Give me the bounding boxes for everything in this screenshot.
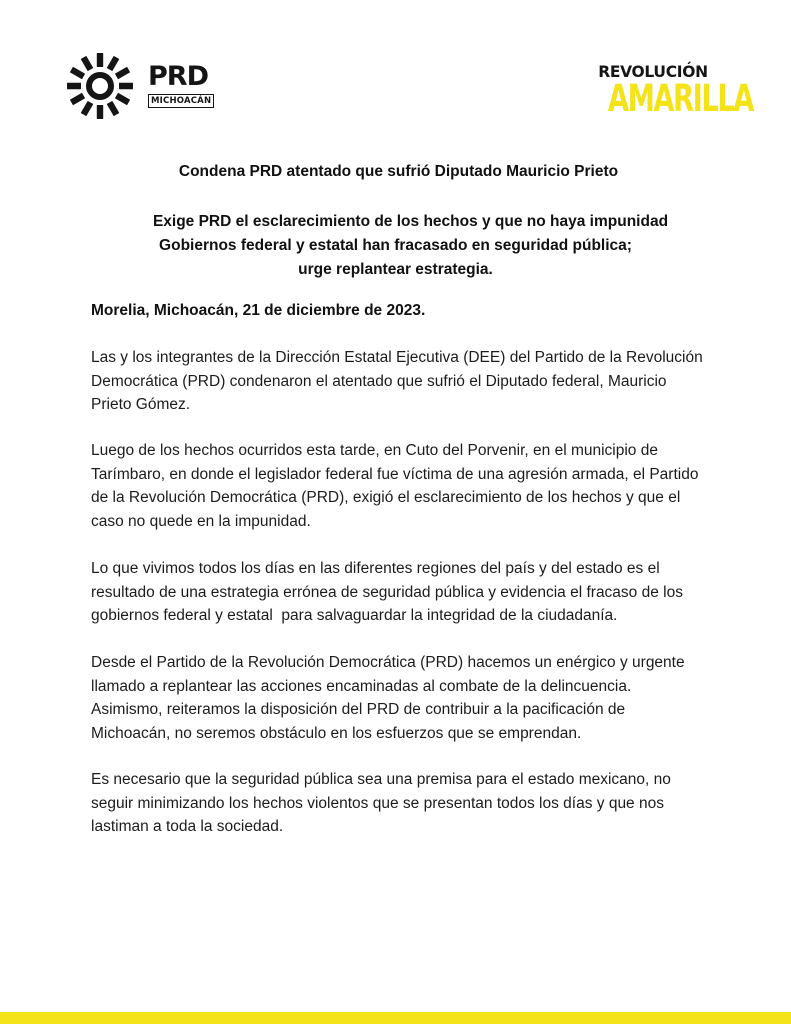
paragraph-line: Prieto Gómez. [91, 396, 191, 413]
prd-michoacan-logo [56, 52, 226, 122]
body-paragraph [91, 651, 703, 745]
paragraph-line: Asimismo, reiteramos la disposición del PRD de contribuir a la pacificación de [91, 701, 626, 718]
subhead-line: Gobiernos federal y estatal han fracasado en seguridad pública; [159, 237, 632, 254]
paragraph-line: caso no quede en la impunidad. [91, 512, 311, 530]
paragraph-line: Desde el Partido de la Revolución Democrática (PRD) hacemos un enérgico y urgente [91, 654, 685, 671]
paragraph-line: Tarímbaro, en donde el legislador federal fue víctima de una agresión armada, el Partido [91, 465, 699, 483]
press-release-subhead [0, 210, 791, 282]
body-paragraph [91, 439, 703, 533]
body-paragraph [91, 557, 703, 628]
revolucion-amarilla-bottom-text: AMARILLA [607, 77, 754, 120]
body-paragraph [91, 346, 703, 417]
subhead-line: urge replantear estrategia. [298, 261, 493, 278]
dateline: Morelia, Michoacán, 21 de diciembre de 2023. [91, 302, 426, 319]
sun-icon [56, 52, 144, 120]
paragraph-line: Es necesario que la seguridad pública sea una premisa para el estado mexicano, no [91, 771, 671, 788]
press-release-headline: Condena PRD atentado que sufrió Diputado Mauricio Prieto [178, 163, 619, 180]
paragraph-line: Luego de los hechos ocurridos esta tarde, en Cuto del Porvenir, en el municipio de [91, 442, 658, 459]
paragraph-line: Las y los integrantes de la Dirección Estatal Ejecutiva (DEE) del Partido de la Revolución [91, 349, 703, 366]
paragraph-line: lastiman a toda la sociedad. [91, 818, 284, 835]
prd-logo-wordmark: PRD [148, 61, 208, 92]
paragraph-line: Michoacán, no seremos obstáculo en los esfuerzos que se emprendan. [91, 724, 582, 742]
body-paragraph [91, 768, 703, 839]
paragraph-line: seguir minimizando los hechos violentos que se presentan todos los días y que nos [91, 794, 664, 812]
footer-accent-bar [0, 1012, 791, 1024]
subhead-line: Exige PRD el esclarecimiento de los hechos y que no haya impunidad [152, 213, 669, 230]
paragraph-line: de la Revolución Democrática (PRD), exigió el esclarecimiento de los hechos y que el [91, 489, 681, 506]
paragraph-line: Democrática (PRD) condenaron el atentado que sufrió el Diputado federal, Mauricio [91, 372, 667, 390]
revolucion-amarilla-top-text: REVOLUCIÓN [598, 62, 708, 82]
paragraph-line: llamado a replantear las acciones encaminadas al combate de la delincuencia. [91, 677, 632, 695]
revolucion-amarilla-logo [592, 62, 754, 124]
paragraph-line: gobiernos federal y estatal para salvaguardar la integridad de la ciudadanía. [91, 607, 618, 624]
paragraph-line: resultado de una estrategia errónea de seguridad pública y evidencia el fracaso de los [91, 583, 683, 601]
paragraph-line: Lo que vivimos todos los días en las diferentes regiones del país y del estado es el [91, 560, 660, 577]
prd-logo-subtitle: MICHOACÁN [148, 94, 214, 108]
